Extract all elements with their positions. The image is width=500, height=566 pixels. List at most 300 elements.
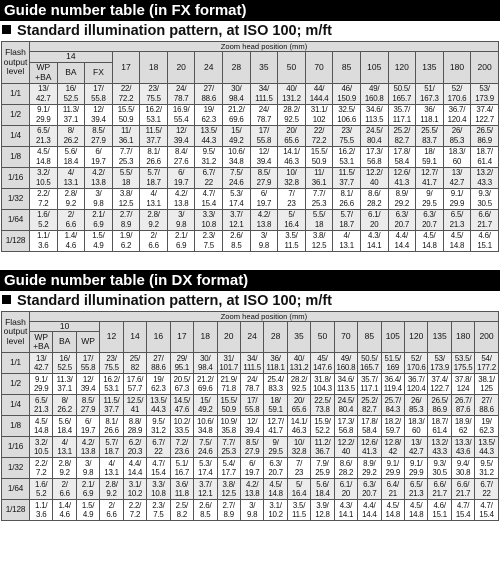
table-row	[2, 437, 499, 458]
guide-number-feet: 5.2	[38, 219, 49, 229]
guide-number-feet: 10.5	[36, 177, 51, 187]
guide-number-feet: 104.3	[313, 384, 332, 393]
guide-number-cell	[416, 209, 444, 230]
guide-number-meters: 28.2/	[283, 105, 300, 114]
guide-number-cell	[76, 353, 99, 374]
guide-number-feet: 117.1	[392, 114, 411, 124]
guide-number-cell	[30, 146, 58, 167]
guide-number-feet: 113.5	[365, 114, 384, 124]
guide-number-cell	[475, 374, 498, 395]
guide-number-feet: 20.3	[127, 447, 143, 456]
guide-number-cell	[381, 395, 404, 416]
guide-number-cell	[287, 479, 310, 500]
guide-number-feet: 29.5	[422, 198, 437, 208]
guide-number-cell	[287, 416, 310, 437]
guide-number-feet: 83.7	[422, 135, 437, 145]
guide-number-meters: 19/	[153, 374, 164, 384]
table-row	[2, 500, 499, 521]
guide-number-meters: 9.5/	[480, 458, 493, 468]
guide-number-feet: 3.6	[36, 510, 47, 519]
guide-number-cell	[217, 479, 240, 500]
guide-number-feet: 21.7	[455, 489, 471, 498]
guide-number-feet: 59.1	[422, 156, 437, 166]
guide-number-feet: 106.6	[337, 114, 357, 124]
guide-number-feet: 9.2	[59, 468, 70, 477]
guide-number-meters: 8.9/	[363, 458, 376, 468]
guide-number-meters: 2.8/	[147, 210, 160, 219]
table-row	[2, 230, 499, 251]
guide-number-feet: 86.9	[432, 405, 447, 414]
guide-number-meters: 8.1/	[105, 416, 118, 426]
guide-number-cell	[311, 458, 334, 479]
guide-number-meters: 12/	[246, 416, 258, 426]
guide-number-meters: 22.5/	[314, 395, 331, 405]
guide-number-meters: 18.3/	[448, 147, 466, 156]
guide-number-feet: 85.3	[408, 405, 424, 414]
guide-number-feet: 10.8	[151, 489, 166, 498]
guide-number-meters: 40/	[293, 353, 305, 363]
guide-number-feet: 18.7	[146, 177, 161, 187]
guide-number-cell	[428, 353, 451, 374]
guide-number-meters: 8.1/	[340, 189, 353, 198]
guide-number-cell	[358, 353, 381, 374]
guide-number-cell	[311, 437, 334, 458]
guide-number-feet: 13.8	[91, 177, 106, 187]
guide-number-meters: 24/	[246, 374, 258, 384]
guide-number-meters: 6/	[178, 168, 185, 177]
guide-number-cell	[264, 437, 287, 458]
guide-number-feet: 21.3	[408, 489, 424, 498]
guide-number-feet: 39.4	[173, 135, 189, 145]
guide-number-meters: 4/	[108, 458, 115, 468]
flash-output-level: 1/16	[2, 437, 30, 458]
table-row	[2, 395, 499, 416]
guide-number-feet: 24.6	[229, 177, 244, 187]
guide-number-meters: 12.8/	[384, 437, 402, 447]
flash-output-level: 1/128	[2, 500, 30, 521]
guide-number-feet: 17.7	[221, 468, 236, 477]
guide-number-cell	[57, 125, 85, 146]
flash-output-level: 1/2	[2, 374, 30, 395]
guide-number-meters: 38.1/	[478, 374, 495, 384]
guide-number-cell	[223, 146, 251, 167]
guide-number-meters: 6/	[85, 416, 92, 426]
guide-number-cell	[100, 416, 123, 437]
guide-number-meters: 1.5/	[81, 500, 95, 510]
zoom-head-position-header: Zoom head position (mm)	[30, 311, 499, 321]
guide-number-feet: 88.6	[479, 405, 494, 414]
guide-number-cell	[358, 500, 381, 521]
guide-number-cell	[147, 374, 170, 395]
guide-number-cell	[194, 437, 217, 458]
guide-number-feet: 122.7	[430, 384, 450, 393]
guide-number-cell	[451, 458, 474, 479]
guide-number-meters: 10/	[293, 437, 305, 447]
guide-number-meters: 8.5/	[257, 168, 271, 177]
guide-number-feet: 20.7	[394, 219, 410, 229]
guide-number-cell	[334, 353, 357, 374]
guide-number-cell	[311, 500, 334, 521]
fx-subtitle-text: Standard illumination pattern, at ISO 100; m/ft	[17, 23, 333, 39]
guide-number-feet: 113.5	[336, 384, 355, 393]
guide-number-cell	[405, 395, 428, 416]
guide-number-meters: 17/	[82, 353, 94, 363]
guide-number-feet: 49.2	[229, 135, 244, 145]
zoom-column-header: 50	[311, 321, 334, 353]
guide-number-cell	[311, 479, 334, 500]
table-row	[2, 209, 499, 230]
flash-output-level: 1/16	[2, 167, 30, 188]
guide-number-cell	[416, 230, 444, 251]
guide-number-feet: 19.7	[244, 468, 260, 477]
zoom-column-header: 70	[334, 321, 357, 353]
guide-number-meters: 11.5/	[145, 126, 162, 135]
guide-number-meters: 12.2/	[365, 168, 383, 177]
guide-number-feet: 6.2	[120, 240, 132, 250]
guide-number-feet: 11.5	[284, 240, 299, 250]
guide-number-cell	[334, 479, 357, 500]
guide-number-feet: 37.7	[339, 177, 354, 187]
guide-number-meters: 3/	[95, 189, 102, 198]
guide-number-cell	[123, 437, 146, 458]
guide-number-feet: 55.8	[91, 93, 106, 103]
guide-number-cell	[57, 188, 85, 209]
adapter-sub-header: BA	[57, 62, 85, 83]
guide-number-meters: 6.1/	[368, 210, 381, 219]
guide-number-cell	[53, 479, 76, 500]
guide-number-meters: 4.4/	[128, 458, 142, 468]
guide-number-meters: 3.3/	[202, 210, 215, 219]
guide-number-meters: 3.7/	[230, 210, 243, 219]
guide-number-feet: 27.9	[80, 405, 96, 414]
guide-number-feet: 170.6	[447, 93, 467, 103]
guide-number-cell	[475, 353, 498, 374]
guide-number-cell	[471, 230, 499, 251]
guide-number-feet: 42.7	[36, 93, 51, 103]
guide-number-cell	[451, 437, 474, 458]
guide-number-meters: 36.7/	[448, 105, 466, 114]
guide-number-meters: 30/	[200, 353, 211, 363]
guide-number-meters: 14.1/	[283, 147, 300, 156]
guide-number-meters: 6.3/	[395, 210, 408, 219]
guide-number-cell	[223, 104, 251, 125]
guide-number-cell	[57, 83, 85, 104]
zoom-column-header: 17	[112, 52, 140, 84]
guide-number-feet: 9.8	[246, 510, 258, 519]
guide-number-cell	[475, 458, 498, 479]
guide-number-feet: 12.5	[118, 198, 134, 208]
guide-number-meters: 2.1/	[174, 231, 188, 240]
guide-number-meters: 11.5/	[338, 168, 355, 177]
guide-number-meters: 5.5/	[312, 210, 326, 219]
guide-number-meters: 13.5/	[478, 437, 495, 447]
guide-number-meters: 4.4/	[363, 500, 376, 510]
guide-number-cell	[223, 83, 251, 104]
guide-number-cell	[360, 167, 388, 188]
guide-number-meters: 1.4/	[64, 231, 78, 240]
guide-number-feet: 120.4	[406, 384, 426, 393]
guide-number-meters: 6/	[95, 147, 102, 156]
guide-number-cell	[475, 416, 498, 437]
guide-number-meters: 4.5/	[410, 500, 423, 510]
guide-number-feet: 28.2	[366, 198, 382, 208]
guide-number-cell	[358, 374, 381, 395]
guide-number-cell	[76, 416, 99, 437]
guide-number-cell	[112, 83, 140, 104]
guide-number-feet: 44.3	[151, 405, 166, 414]
guide-number-meters: 5.5/	[119, 168, 133, 177]
guide-number-cell	[333, 230, 361, 251]
guide-number-meters: 9.1/	[410, 458, 423, 468]
guide-number-feet: 50.9	[311, 156, 327, 166]
guide-number-feet: 46.3	[291, 426, 307, 435]
guide-number-meters: 16.9/	[172, 105, 190, 114]
guide-number-feet: 28.9	[127, 426, 143, 435]
guide-number-meters: 2.1/	[92, 210, 105, 219]
guide-number-cell	[217, 458, 240, 479]
guide-number-meters: 36/	[424, 105, 435, 114]
guide-number-meters: 12.5/	[126, 395, 144, 405]
guide-number-meters: 3.5/	[285, 231, 298, 240]
guide-number-meters: 13.2/	[476, 168, 493, 177]
guide-number-meters: 24/	[175, 84, 187, 93]
guide-number-meters: 25.2/	[393, 126, 411, 135]
guide-number-meters: 2.6/	[199, 500, 212, 510]
zoom-column-header: 18	[194, 321, 217, 353]
guide-number-feet: 29.9	[408, 468, 424, 477]
guide-number-meters: 17/	[246, 395, 258, 405]
zoom-head-position-header: Zoom head position (mm)	[30, 42, 499, 52]
guide-number-feet: 19.7	[256, 198, 272, 208]
guide-number-feet: 67.3	[174, 384, 190, 393]
guide-number-meters: 51.5/	[384, 353, 402, 363]
guide-number-feet: 21.7	[432, 489, 447, 498]
guide-number-meters: 15.5/	[220, 395, 237, 405]
guide-number-feet: 19.7	[80, 426, 96, 435]
guide-number-meters: 15/	[200, 395, 211, 405]
guide-number-cell	[240, 416, 263, 437]
guide-number-feet: 62.3	[201, 114, 217, 124]
guide-number-cell	[287, 500, 310, 521]
guide-number-cell	[223, 188, 251, 209]
guide-number-cell	[76, 479, 99, 500]
flash-output-level: 1/1	[2, 83, 30, 104]
guide-number-feet: 36.7	[315, 447, 330, 456]
guide-number-cell	[147, 416, 170, 437]
guide-number-feet: 27.6	[173, 156, 189, 166]
guide-number-cell	[240, 500, 263, 521]
guide-number-meters: 17.8/	[393, 147, 411, 156]
guide-number-cell	[451, 500, 474, 521]
guide-number-feet: 10.5	[33, 447, 49, 456]
guide-number-cell	[30, 374, 53, 395]
guide-number-cell	[147, 500, 170, 521]
zoom-group-header: 14	[30, 52, 113, 63]
guide-number-meters: 18.9/	[454, 416, 472, 426]
guide-number-meters: 10.6/	[228, 147, 245, 156]
guide-number-meters: 5.3/	[199, 458, 212, 468]
guide-number-cell	[30, 458, 53, 479]
guide-number-cell	[57, 146, 85, 167]
guide-number-cell	[358, 395, 381, 416]
guide-number-meters: 2/	[61, 479, 68, 489]
guide-number-cell	[451, 479, 474, 500]
flash-output-level-header: Flash output level	[2, 42, 30, 84]
guide-number-cell	[140, 83, 168, 104]
guide-number-feet: 8.9	[120, 219, 132, 229]
guide-number-meters: 2.7/	[222, 500, 235, 510]
guide-number-feet: 8.2	[176, 510, 188, 519]
guide-number-meters: 13/	[411, 437, 422, 447]
guide-number-cell	[358, 416, 381, 437]
guide-number-feet: 5.2	[36, 489, 47, 498]
flash-output-level: 1/8	[2, 416, 30, 437]
guide-number-feet: 39.4	[91, 114, 106, 124]
guide-number-feet: 75.5	[104, 363, 119, 372]
guide-number-feet: 59.7	[385, 426, 401, 435]
guide-number-cell	[30, 83, 58, 104]
guide-number-meters: 25.7/	[384, 395, 402, 405]
guide-number-feet: 8.5	[200, 510, 211, 519]
guide-number-cell	[264, 374, 287, 395]
zoom-column-header: 24	[195, 52, 223, 84]
guide-number-cell	[217, 395, 240, 416]
guide-number-meters: 5.6/	[64, 147, 78, 156]
guide-number-meters: 1.9/	[119, 231, 133, 240]
guide-number-cell	[443, 230, 471, 251]
guide-number-cell	[123, 416, 146, 437]
guide-number-meters: 25/	[129, 353, 141, 363]
zoom-column-header: 35	[250, 52, 278, 84]
guide-number-cell	[405, 479, 428, 500]
guide-number-feet: 73.8	[315, 405, 330, 414]
flash-output-level-header: Flash output level	[2, 311, 30, 353]
guide-number-cell	[57, 104, 85, 125]
guide-number-cell	[30, 416, 53, 437]
guide-number-feet: 6.6	[59, 489, 70, 498]
guide-number-cell	[388, 104, 416, 125]
guide-number-feet: 131.2	[289, 363, 309, 372]
zoom-column-header: 105	[360, 52, 388, 84]
guide-number-cell	[100, 437, 123, 458]
guide-number-cell	[287, 437, 310, 458]
guide-number-cell	[170, 395, 193, 416]
guide-number-meters: 49/	[369, 84, 380, 93]
guide-number-cell	[30, 230, 58, 251]
guide-number-meters: 16.2/	[103, 374, 120, 384]
guide-number-feet: 88.6	[151, 363, 166, 372]
guide-number-cell	[76, 500, 99, 521]
guide-number-feet: 62	[458, 426, 468, 435]
guide-number-feet: 3.6	[38, 240, 49, 250]
guide-number-feet: 18.7	[104, 447, 119, 456]
guide-number-cell	[167, 188, 195, 209]
guide-number-feet: 14.4	[127, 468, 143, 477]
dx-subtitle-text: Standard illumination pattern, at ISO 100; m/ft	[17, 292, 333, 309]
guide-number-meters: 17/	[258, 126, 270, 135]
zoom-column-header: 70	[305, 52, 333, 84]
guide-number-feet: 16.4	[284, 219, 299, 229]
guide-number-cell	[311, 374, 334, 395]
guide-number-cell	[471, 209, 499, 230]
guide-number-cell	[195, 188, 223, 209]
guide-number-cell	[311, 353, 334, 374]
guide-number-feet: 165.7	[392, 93, 412, 103]
guide-number-feet: 13.1	[104, 468, 119, 477]
guide-number-cell	[264, 458, 287, 479]
guide-number-meters: 37.4/	[431, 374, 448, 384]
guide-number-feet: 13.1	[57, 447, 72, 456]
zoom-column-header: 20	[217, 321, 240, 353]
guide-number-meters: 31/	[223, 353, 234, 363]
guide-number-meters: 13/	[451, 168, 463, 177]
guide-number-cell	[264, 395, 287, 416]
guide-number-meters: 50.5/	[361, 353, 378, 363]
guide-number-cell	[388, 209, 416, 230]
guide-number-cell	[360, 146, 388, 167]
guide-number-meters: 7.9/	[316, 458, 329, 468]
guide-number-meters: 27/	[203, 84, 214, 93]
guide-number-feet: 9.2	[106, 489, 117, 498]
guide-number-feet: 26.2	[63, 135, 79, 145]
guide-number-feet: 13.8	[173, 198, 189, 208]
guide-number-feet: 29.9	[36, 114, 51, 124]
guide-number-feet: 12.1	[229, 219, 244, 229]
guide-number-cell	[333, 83, 361, 104]
guide-number-feet: 4.9	[93, 240, 104, 250]
guide-number-feet: 118.1	[420, 114, 439, 124]
guide-number-meters: 2.7/	[119, 210, 133, 219]
guide-number-feet: 78.7	[244, 384, 260, 393]
guide-number-feet: 41.3	[362, 447, 377, 456]
guide-number-meters: 6.5/	[450, 210, 464, 219]
zoom-column-header: 105	[381, 321, 404, 353]
guide-number-cell	[416, 146, 444, 167]
guide-number-feet: 60	[412, 426, 421, 435]
guide-number-meters: 10.9/	[220, 416, 237, 426]
guide-number-cell	[30, 437, 53, 458]
guide-number-feet: 34.8	[198, 426, 213, 435]
guide-number-meters: 53.5/	[454, 353, 472, 363]
guide-number-meters: 18/	[270, 395, 281, 405]
guide-number-cell	[416, 125, 444, 146]
guide-number-feet: 27.9	[91, 135, 106, 145]
guide-number-feet: 15.4	[455, 510, 471, 519]
guide-number-meters: 36/	[270, 353, 281, 363]
zoom-column-header: 200	[471, 52, 499, 84]
guide-number-feet: 25.9	[315, 468, 330, 477]
guide-number-feet: 34.8	[229, 156, 244, 166]
guide-number-cell	[443, 83, 471, 104]
guide-number-feet: 6.9	[82, 489, 94, 498]
guide-number-meters: 37.8/	[454, 374, 472, 384]
guide-number-meters: 3.5/	[292, 500, 306, 510]
guide-number-cell	[170, 416, 193, 437]
guide-number-cell	[85, 167, 113, 188]
guide-number-cell	[30, 479, 53, 500]
guide-number-cell	[443, 146, 471, 167]
guide-number-feet: 10.2	[127, 489, 143, 498]
guide-number-feet: 14.1	[338, 510, 354, 519]
guide-number-meters: 50.5/	[393, 84, 411, 93]
guide-number-feet: 41.7	[422, 177, 437, 187]
guide-number-meters: 5.7/	[147, 168, 160, 177]
guide-number-feet: 40	[341, 447, 351, 456]
guide-number-cell	[57, 209, 85, 230]
guide-number-feet: 14.8	[449, 240, 465, 250]
guide-number-cell	[334, 416, 357, 437]
guide-number-meters: 12.7/	[421, 168, 438, 177]
